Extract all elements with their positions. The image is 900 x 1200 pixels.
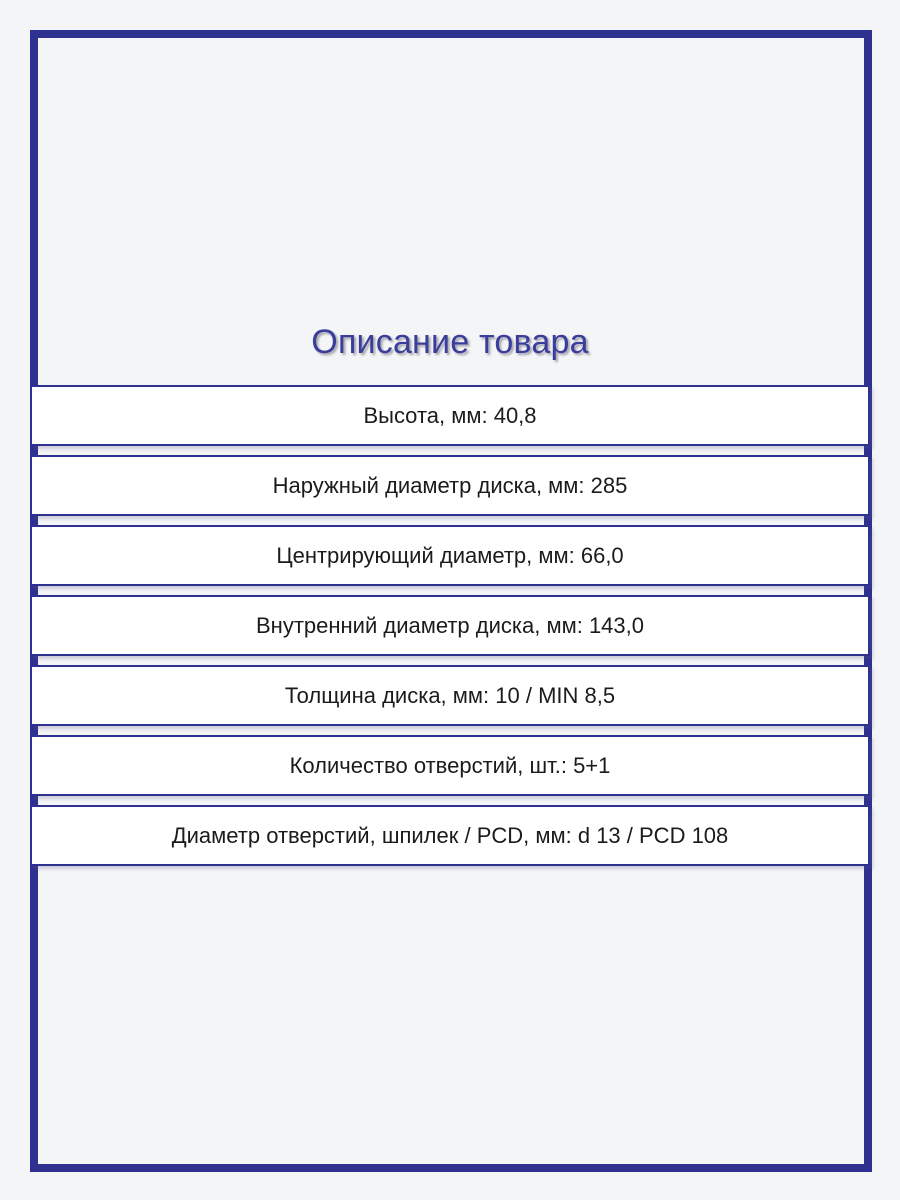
spec-row-inner-diameter: Внутренний диаметр диска, мм: 143,0 (30, 595, 870, 656)
spec-row-height: Высота, мм: 40,8 (30, 385, 870, 446)
page-title: Описание товара (311, 323, 589, 361)
spec-row-centering-diameter: Центрирующий диаметр, мм: 66,0 (30, 525, 870, 586)
spec-list (30, 385, 872, 875)
spec-row-outer-diameter: Наружный диаметр диска, мм: 285 (30, 455, 870, 516)
spec-row-disc-thickness: Толщина диска, мм: 10 / MIN 8,5 (30, 665, 870, 726)
spec-row-hole-diameter-pcd: Диаметр отверстий, шпилек / PCD, мм: d 13 / PCD 108 (30, 805, 870, 866)
spec-row-hole-count: Количество отверстий, шт.: 5+1 (30, 735, 870, 796)
